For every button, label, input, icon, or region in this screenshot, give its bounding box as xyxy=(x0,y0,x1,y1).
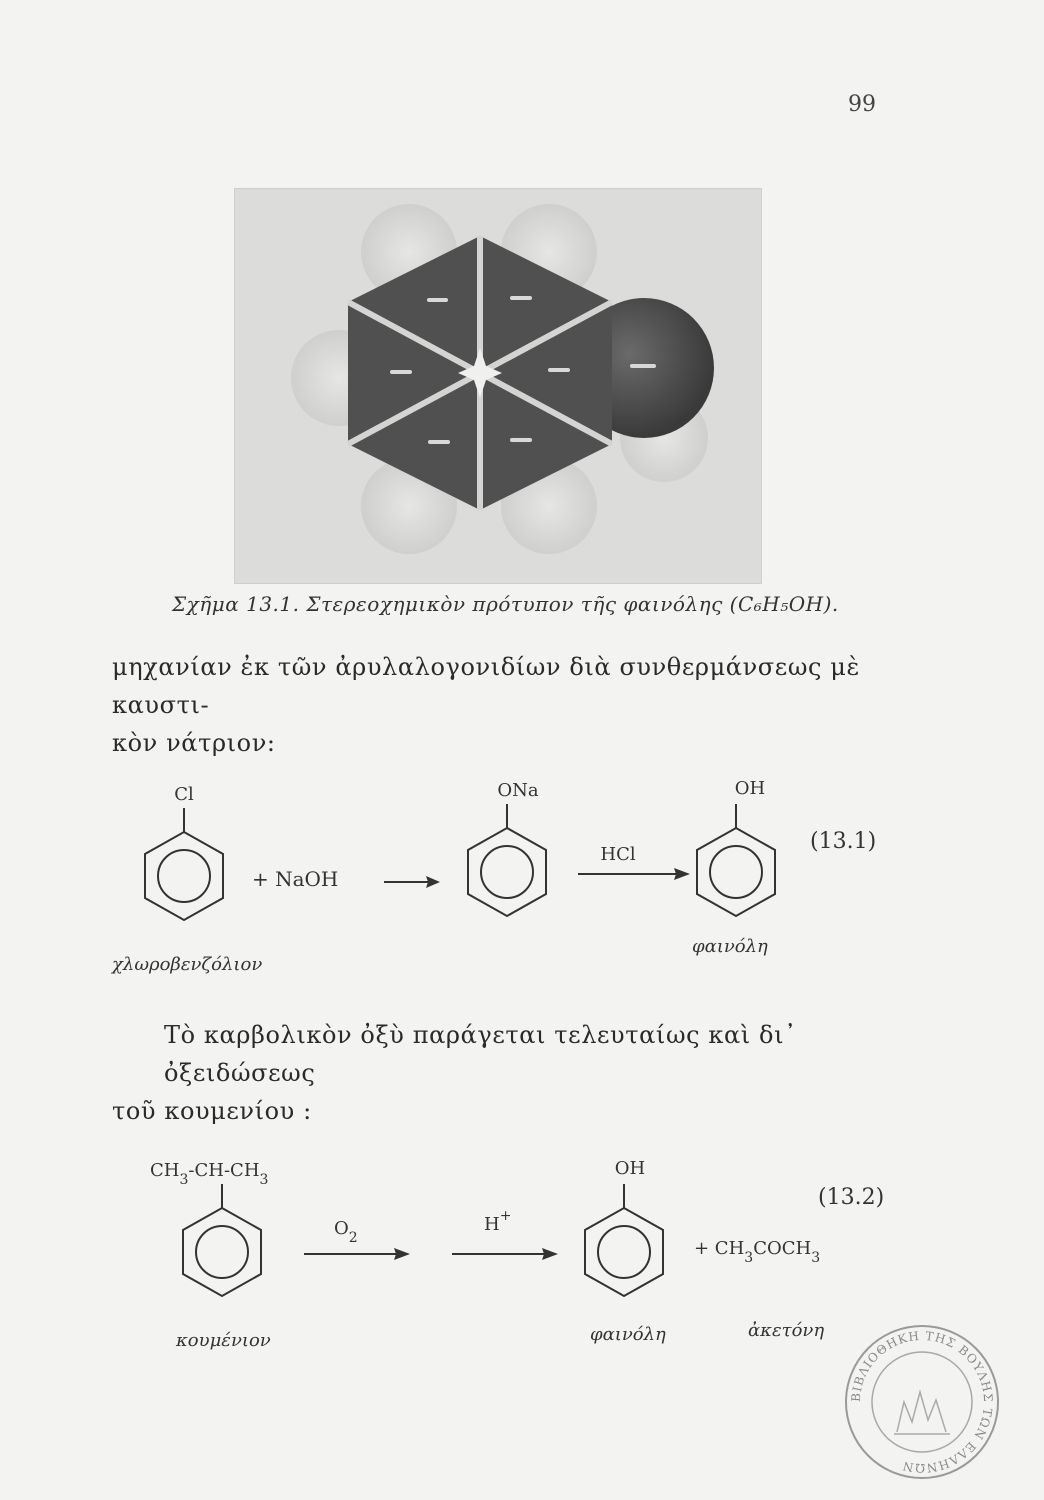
equation-number: (13.1) xyxy=(810,829,877,854)
reaction-13-1 xyxy=(0,770,1044,1000)
benzene-ring-chlorobenzene xyxy=(145,808,223,920)
library-stamp xyxy=(842,1322,1002,1482)
compound-label-acetone: ἀκετόνη xyxy=(748,1320,825,1341)
paragraph-cumene xyxy=(112,1016,902,1130)
reaction-arrow xyxy=(304,1248,410,1260)
compound-label-phenol: φαινόλη xyxy=(692,936,768,957)
catalyst-h-plus: H+ xyxy=(484,1208,512,1235)
benzene-ring-phenol xyxy=(697,804,775,916)
reaction-arrow xyxy=(452,1248,558,1260)
benzene-ring-cumene xyxy=(183,1184,261,1296)
compound-label-chlorobenzene: χλωροβενζόλιον xyxy=(112,954,263,975)
byproduct-acetone: + $CH_3COCH_3$ xyxy=(694,1238,821,1266)
stamp-text: ΒΙΒΛΙΟΘΗΚΗ ΤΗΣ ΒΟΥΛΗΣ ΤΩΝ ΕΛΛΗΝΩΝ xyxy=(848,1328,996,1476)
benzene-ring-sodium-phenoxide xyxy=(468,804,546,916)
reaction-arrow xyxy=(384,876,440,888)
page-number: 99 xyxy=(848,92,876,117)
reagent-hcl: HCl xyxy=(600,844,636,865)
paragraph-line: μηχανίαν ἐκ τῶν ἀρυλαλογονιδίων διὰ συνθερμάνσεως μὲ καυστι- xyxy=(112,653,860,719)
substituent-ona: ONa xyxy=(497,780,539,801)
reagent-naoh: + NaOH xyxy=(252,867,339,891)
compound-label-phenol: φαινόλη xyxy=(590,1324,666,1345)
reaction-arrow xyxy=(578,868,690,880)
equation-number: (13.2) xyxy=(818,1185,885,1210)
substituent-cl: Cl xyxy=(174,784,194,805)
reagent-oxygen: $O_2$ xyxy=(334,1218,358,1246)
compound-label-cumene: κουμένιον xyxy=(176,1330,271,1351)
figure-caption: Σχῆμα 13.1. Στερεοχημικὸν πρότυπον τῆς φαινόλης (C₆H₅OH). xyxy=(172,592,839,616)
substituent-oh: OH xyxy=(614,1158,646,1179)
substituent-isopropyl: $CH_3-CH-CH_3$ xyxy=(150,1160,269,1188)
paragraph-intro xyxy=(112,648,912,762)
phenol-model-photo xyxy=(234,188,762,584)
paragraph-line: Τὸ καρβολικὸν ὀξὺ παράγεται τελευταίως καὶ δι᾽ ὀξειδώσεως xyxy=(164,1021,797,1087)
svg-text:ΒΙΒΛΙΟΘΗΚΗ ΤΗΣ ΒΟΥΛΗΣ ΤΩΝ ΕΛΛΗ xyxy=(849,1329,995,1475)
substituent-oh: OH xyxy=(734,778,766,799)
benzene-ring-phenol xyxy=(585,1184,663,1296)
paragraph-line: τοῦ κουμενίου : xyxy=(112,1097,312,1125)
paragraph-line: κὸν νάτριον: xyxy=(112,729,276,757)
